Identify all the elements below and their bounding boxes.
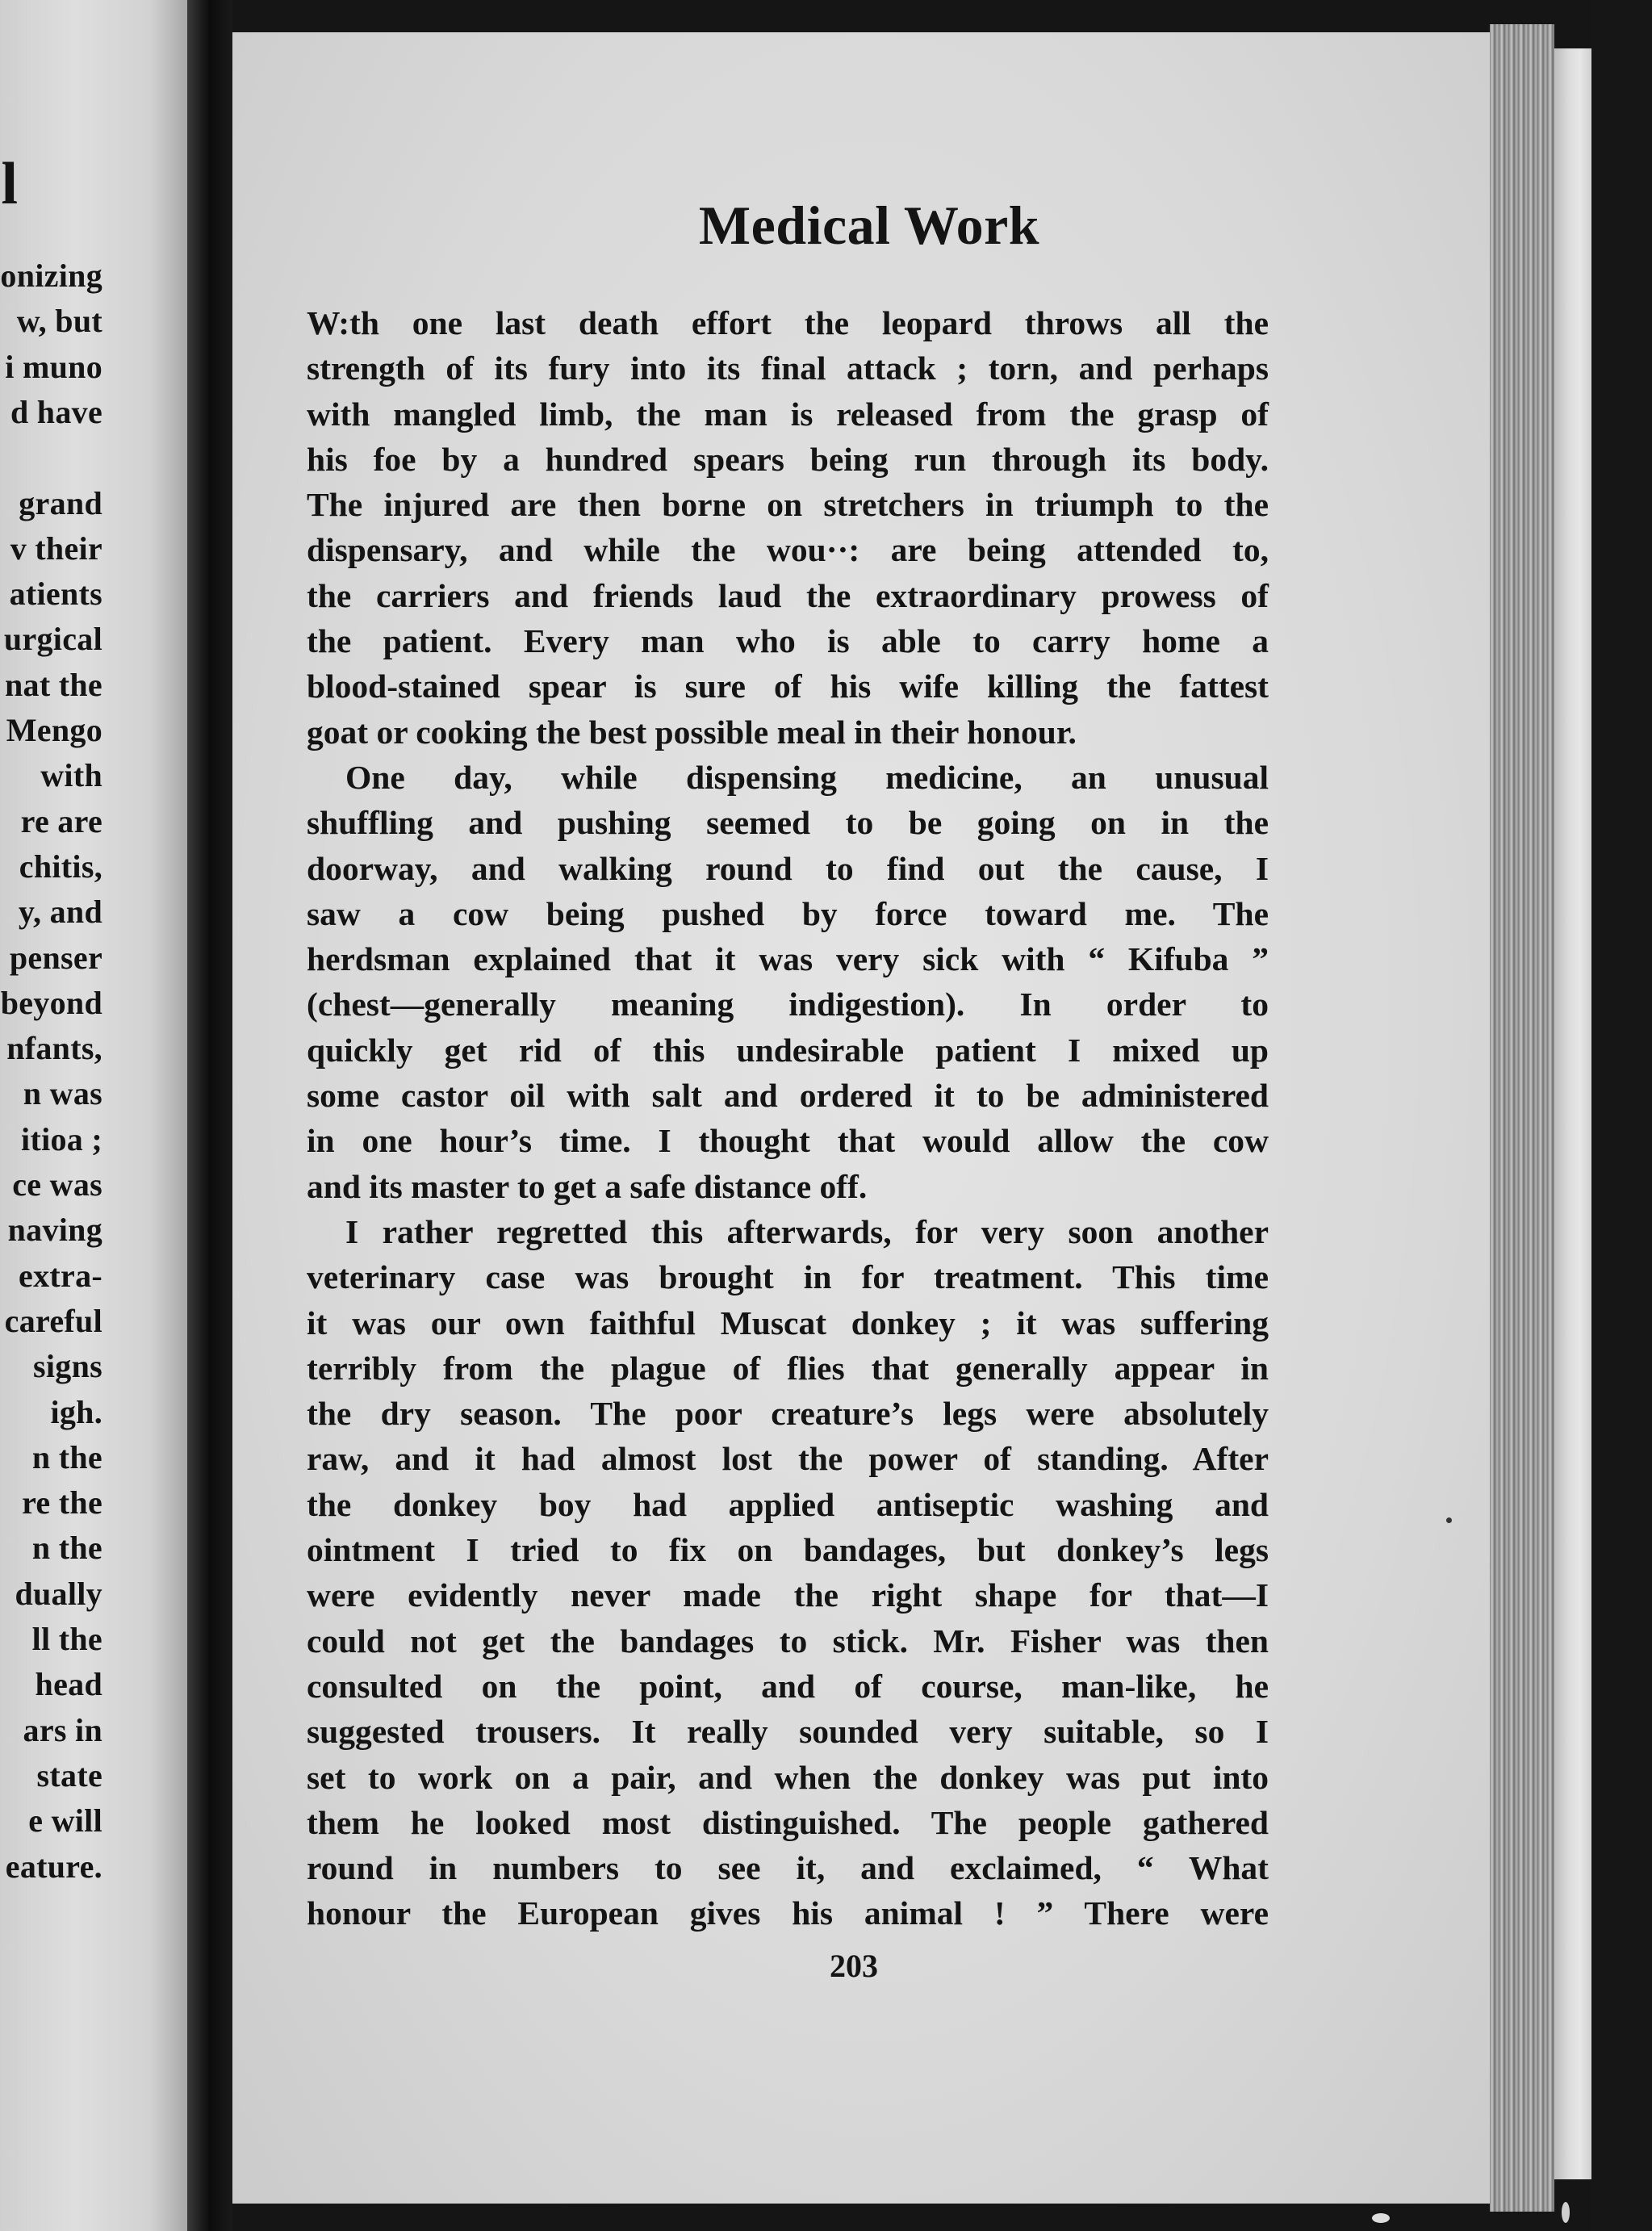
left-page-line: beyond [0, 984, 102, 1021]
text-line: the carriers and friends laud the extraordinary prowess of [307, 576, 1269, 614]
text-line: One day, while dispensing medicine, an unusual [345, 758, 1269, 796]
text-line: The injured are then borne on stretchers in triumph to the [307, 486, 1269, 524]
dust-speck [1562, 2202, 1570, 2223]
left-page-line: with [40, 757, 102, 794]
left-page-line: chitis, [19, 848, 102, 885]
text-line: set to work on a pair, and when the donkey was put into [307, 1758, 1269, 1796]
left-page-line: signs [33, 1348, 102, 1385]
text-line: suggested trousers. It really sounded very suitable, so I [307, 1713, 1269, 1751]
text-line: goat or cooking the best possible meal in their honour. [307, 713, 1077, 751]
body-text [307, 300, 1269, 1936]
left-page-line: naving [7, 1212, 102, 1249]
text-line: doorway, and walking round to find out the cause, I [307, 849, 1269, 887]
book-gutter [187, 0, 232, 2231]
text-line: were evidently never made the right shape for that—I [307, 1576, 1269, 1614]
left-page-line: dually [15, 1575, 102, 1612]
text-line: terribly from the plague of flies that generally appear in [307, 1349, 1269, 1387]
left-page-line: grand [19, 484, 102, 521]
left-page-line: onizing [0, 257, 102, 294]
left-page-line: n the [31, 1530, 102, 1567]
left-page-line: urgical [3, 621, 102, 658]
left-page-line: y, and [18, 894, 102, 931]
left-page-line: extra- [19, 1257, 102, 1294]
text-line: with mangled limb, the man is released from the grasp of [307, 395, 1269, 433]
left-page-line: re the [22, 1484, 102, 1522]
text-line: shuffling and pushing seemed to be going on in the [307, 804, 1269, 842]
text-line: and its master to get a safe distance off. [307, 1167, 868, 1205]
text-line: his foe by a hundred spears being run through its body. [307, 440, 1269, 478]
text-line: them he looked most distinguished. The people gathered [307, 1803, 1269, 1841]
left-page-line: Mengo [6, 712, 102, 748]
left-page-line: d have [10, 393, 102, 430]
text-line: the donkey boy had applied antiseptic washing and [307, 1485, 1269, 1523]
running-head: Medical Work [698, 195, 1040, 256]
dust-speck [1372, 2213, 1390, 2223]
text-line: in one hour’s time. I thought that would allow the cow [307, 1122, 1269, 1160]
text-line: strength of its fury into its final attack ; torn, and perhaps [307, 350, 1269, 387]
text-line: quickly get rid of this undesirable patient I mixed up [307, 1031, 1269, 1069]
page-edges [1490, 24, 1554, 2212]
right-page [232, 32, 1506, 2204]
text-line: veterinary case was brought in for treatment. This time [307, 1258, 1269, 1296]
text-line: herdsman explained that it was very sick with “ Kifuba ” [307, 940, 1269, 978]
left-page-line: ce was [12, 1166, 102, 1203]
left-page-line: nat the [5, 666, 102, 703]
left-page-line: itioa ; [21, 1120, 102, 1157]
left-page-line: atients [9, 576, 102, 613]
left-page-line: state [36, 1756, 102, 1794]
left-page-line: careful [4, 1302, 102, 1339]
left-facing-page [0, 0, 187, 2231]
left-page-line: head [35, 1666, 102, 1703]
left-page-line: w, but [16, 303, 102, 340]
left-page-line: n the [31, 1438, 102, 1475]
text-line: it was our own faithful Muscat donkey ; it was suffering [307, 1304, 1269, 1342]
left-page-line: nfants, [6, 1030, 102, 1067]
text-line: W:th one last death effort the leopard throws all the [307, 304, 1269, 341]
left-page-line: i muno [5, 348, 102, 385]
left-page-line: ll the [31, 1621, 102, 1657]
text-line: honour the European gives his animal ! ” There were [307, 1894, 1269, 1932]
left-page-line: eature. [5, 1848, 102, 1885]
dust-speck [1446, 1517, 1452, 1523]
text-line: saw a cow being pushed by force toward me. The [307, 894, 1269, 932]
page-number: 203 [830, 1948, 878, 1984]
left-page-line: igh. [50, 1393, 102, 1430]
text-line: dispensary, and while the wou··: are being attended to, [307, 531, 1269, 569]
text-line: I rather regretted this afterwards, for very soon another [345, 1212, 1269, 1250]
left-page-line: re are [20, 802, 102, 839]
left-page-line: penser [9, 939, 102, 976]
left-page-line: e will [28, 1802, 102, 1840]
text-line: round in numbers to see it, and exclaimed, “ What [307, 1849, 1269, 1887]
text-line: (chest—generally meaning indigestion). In order to [307, 986, 1269, 1023]
scan-background [1591, 0, 1652, 2231]
back-cover-edge [1554, 48, 1591, 2179]
text-line: blood-stained spear is sure of his wife killing the fattest [307, 668, 1269, 705]
text-line: raw, and it had almost lost the power of standing. After [307, 1440, 1269, 1478]
text-line: the dry season. The poor creature’s legs were absolutely [307, 1395, 1269, 1433]
text-line: the patient. Every man who is able to carry home a [307, 622, 1269, 660]
text-line: ointment I tried to fix on bandages, but donkey’s legs [307, 1531, 1269, 1569]
left-page-line: v their [10, 529, 102, 567]
left-page-heading-fragment: l [1, 151, 18, 217]
left-page-line: ars in [23, 1711, 102, 1748]
text-line: could not get the bandages to stick. Mr. Fisher was then [307, 1622, 1269, 1660]
text-line: consulted on the point, and of course, man-like, he [307, 1667, 1269, 1705]
text-line: some castor oil with salt and ordered it to be administered [307, 1077, 1269, 1115]
left-page-line: n was [23, 1075, 102, 1112]
